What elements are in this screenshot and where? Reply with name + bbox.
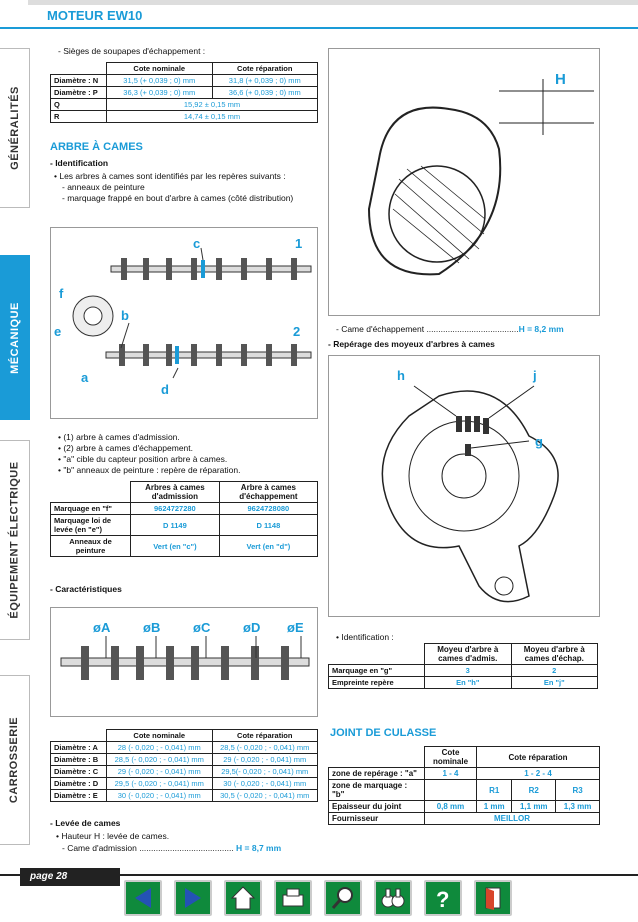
table-cell: Fournisseur [329,813,425,825]
table-cell: Diamètre : N [51,75,107,87]
table-cell: 1 - 2 - 4 [477,768,600,780]
door-icon [480,885,506,911]
table-cell: Diamètre : P [51,87,107,99]
search-button[interactable] [324,880,362,916]
question-mark-icon [430,885,456,911]
diameter-table [50,729,318,802]
table-cell: 1 - 4 [425,768,477,780]
diam-label-e: øE [287,620,304,635]
fig-label-b: b [121,308,129,323]
table-cell: Vert (en "d") [219,536,317,557]
gasket-title: JOINT DE CULASSE [330,727,437,739]
fig-label-c: c [193,236,201,251]
table-cell: D 1148 [219,515,317,536]
fig-label-a: a [81,370,89,385]
table-cell: R1 [477,780,512,801]
top-strip [28,0,638,5]
diam-label-b: øB [143,620,161,635]
ident-line: • Les arbres à cames sont identifiés par les repères suivants : [54,171,286,181]
camshaft-title: ARBRE À CAMES [50,141,143,153]
table-header: Cote réparation [212,63,318,75]
table-cell: Epaisseur du joint [329,801,425,813]
hub-label-g: g [535,434,543,449]
fig-label-1: 1 [295,236,303,251]
exit-button[interactable] [474,880,512,916]
table-header: Cote réparation [212,730,318,742]
lift-title: - Levée de cames [50,818,121,828]
table-cell: MEILLOR [425,813,600,825]
legend-line: • "b" anneaux de peinture : repère de réparation. [58,465,241,475]
hub-figure [328,355,600,617]
hub-title: - Repérage des moyeux d'arbres à cames [328,339,495,349]
diam-label-d: øD [243,620,261,635]
table-cell: 0,8 mm [425,801,477,813]
help-button[interactable] [424,880,462,916]
table-cell: Empreinte repère [329,677,425,689]
header [0,0,638,30]
fig-label-d: d [161,382,169,397]
legend-line: • (1) arbre à cames d'admission. [58,432,180,442]
table-cell: 9624728080 [219,503,317,515]
fig-label-2: 2 [293,324,301,339]
page-title: MOTEUR EW10 [47,8,143,23]
table-cell: Diamètre : D [51,778,107,790]
binoculars-button[interactable] [374,880,412,916]
camshaft-drawing [51,228,317,418]
table-cell: R [51,111,107,123]
print-button[interactable] [274,880,312,916]
carac-title: - Caractéristiques [50,584,122,594]
fig-label-f: f [59,286,64,301]
hub-ident: • Identification : [336,632,394,642]
previous-button[interactable] [124,880,162,916]
seats-intro: - Sièges de soupapes d'échappement : [58,46,206,56]
tab-equipement-electrique[interactable] [0,440,30,640]
cam-lobe-figure [328,48,600,316]
table-header: Cote nominale [425,747,477,768]
svg-text:?: ? [436,887,450,911]
table-cell: 28,5 (- 0,020 ; - 0,041) mm [107,754,213,766]
tab-label: ÉQUIPEMENT ÉLECTRIQUE [8,461,21,619]
cam-lobe-drawing [329,49,599,315]
table-cell: En "h" [425,677,512,689]
table-cell: 36,3 (+ 0,039 ; 0) mm [107,87,213,99]
home-icon [230,885,256,911]
arrow-right-icon [181,886,205,910]
tab-label: CARROSSERIE [8,716,21,804]
table-cell: 29 (- 0,020 ; - 0,041) mm [212,754,318,766]
table-cell: 31,8 (+ 0,039 ; 0) mm [212,75,318,87]
legend-line: • "a" cible du capteur position arbre à cames. [58,454,228,464]
hub-drawing [329,356,599,616]
table-cell: 31,5 (+ 0,039 ; 0) mm [107,75,213,87]
table-cell: En "j" [511,677,598,689]
tab-carrosserie[interactable] [0,675,30,845]
table-cell: 29 (- 0,020 ; - 0,041) mm [107,766,213,778]
seats-table [50,62,318,123]
table-cell: zone de repérage : "a" [329,768,425,780]
table-cell: 15,92 ± 0,15 mm [107,99,318,111]
legend-line: • (2) arbre à cames d'échappement. [58,443,193,453]
table-header: Moyeu d'arbre à cames d'admis. [425,644,512,665]
arrow-left-icon [131,886,155,910]
next-button[interactable] [174,880,212,916]
table-cell: 2 [511,665,598,677]
magnifier-icon [330,885,356,911]
table-cell: Diamètre : A [51,742,107,754]
table-cell: 3 [425,665,512,677]
shaft-2 [106,352,311,358]
fig-label-e: e [54,324,62,339]
table-header: Cote nominale [107,63,213,75]
ident-table [50,481,318,557]
table-cell: 36,6 (+ 0,039 ; 0) mm [212,87,318,99]
exhaust-line [336,324,564,335]
header-rule [0,27,638,29]
table-cell: 30 (- 0,020 ; - 0,041) mm [107,790,213,802]
lift-line-2 [62,843,281,854]
lift-text: - Came d'admission ........................................ [62,843,234,853]
table-cell: 28 (- 0,020 ; - 0,041) mm [107,742,213,754]
ident-title: - Identification [50,158,109,168]
diam-label-a: øA [93,620,111,635]
table-cell: Diamètre : B [51,754,107,766]
exhaust-value: H = 8,2 mm [518,324,564,334]
table-cell: Marquage en "f" [51,503,131,515]
table-header: Cote nominale [107,730,213,742]
table-header: Arbres à cames d'admission [131,482,220,503]
table-header: Moyeu d'arbre à cames d'échap. [511,644,598,665]
diameter-drawing [51,608,317,716]
table-cell: Q [51,99,107,111]
table-cell: Diamètre : E [51,790,107,802]
lift-value: H = 8,7 mm [236,843,282,853]
table-cell: 1,1 mm [512,801,556,813]
hub-table [328,643,598,689]
exhaust-text: - Came d'échappement ....................................... [336,324,519,334]
table-cell: 30 (- 0,020 ; - 0,041) mm [212,778,318,790]
table-cell: Diamètre : C [51,766,107,778]
tab-label: GÉNÉRALITÉS [8,86,21,170]
table-cell: Marquage loi de levée (en "e") [51,515,131,536]
gasket-table [328,746,600,825]
hub-label-h: h [397,368,405,383]
ident-line: - marquage frappé en bout d'arbre à cames (côté distribution) [62,193,294,203]
table-cell: 1 mm [477,801,512,813]
table-cell: 14,74 ± 0,15 mm [107,111,318,123]
table-header: Arbre à cames d'échappement [219,482,317,503]
table-cell: 1,3 mm [556,801,600,813]
table-cell: Anneaux de peinture [51,536,131,557]
table-cell: R2 [512,780,556,801]
hub-label-j: j [533,368,537,383]
table-cell: Marquage en "g" [329,665,425,677]
print-icon [280,885,306,911]
height-label: H [555,71,566,88]
tab-label: MÉCANIQUE [8,301,21,374]
ident-line: - anneaux de peinture [62,182,145,192]
table-cell: D 1149 [131,515,220,536]
table-cell: 28,5 (- 0,020 ; - 0,041) mm [212,742,318,754]
camshaft-figure [50,227,318,419]
binoculars-icon [380,885,406,911]
page-number: page 28 [20,868,120,886]
table-cell: 30,5 (- 0,020 ; - 0,041) mm [212,790,318,802]
table-header: Cote réparation [477,747,600,768]
home-button[interactable] [224,880,262,916]
shaft-1 [111,266,311,272]
diam-label-c: øC [193,620,211,635]
diameter-figure [50,607,318,717]
tab-mecanique[interactable] [0,255,30,420]
table-cell: 29,5 (- 0,020 ; - 0,041) mm [107,778,213,790]
table-cell: 29,5(- 0,020 ; - 0,041) mm [212,766,318,778]
lift-line: • Hauteur H : levée de cames. [56,831,170,841]
table-cell: 9624727280 [131,503,220,515]
table-cell: R3 [556,780,600,801]
table-cell: zone de marquage : "b" [329,780,425,801]
tab-generalites[interactable] [0,48,30,208]
table-cell: Vert (en "c") [131,536,220,557]
